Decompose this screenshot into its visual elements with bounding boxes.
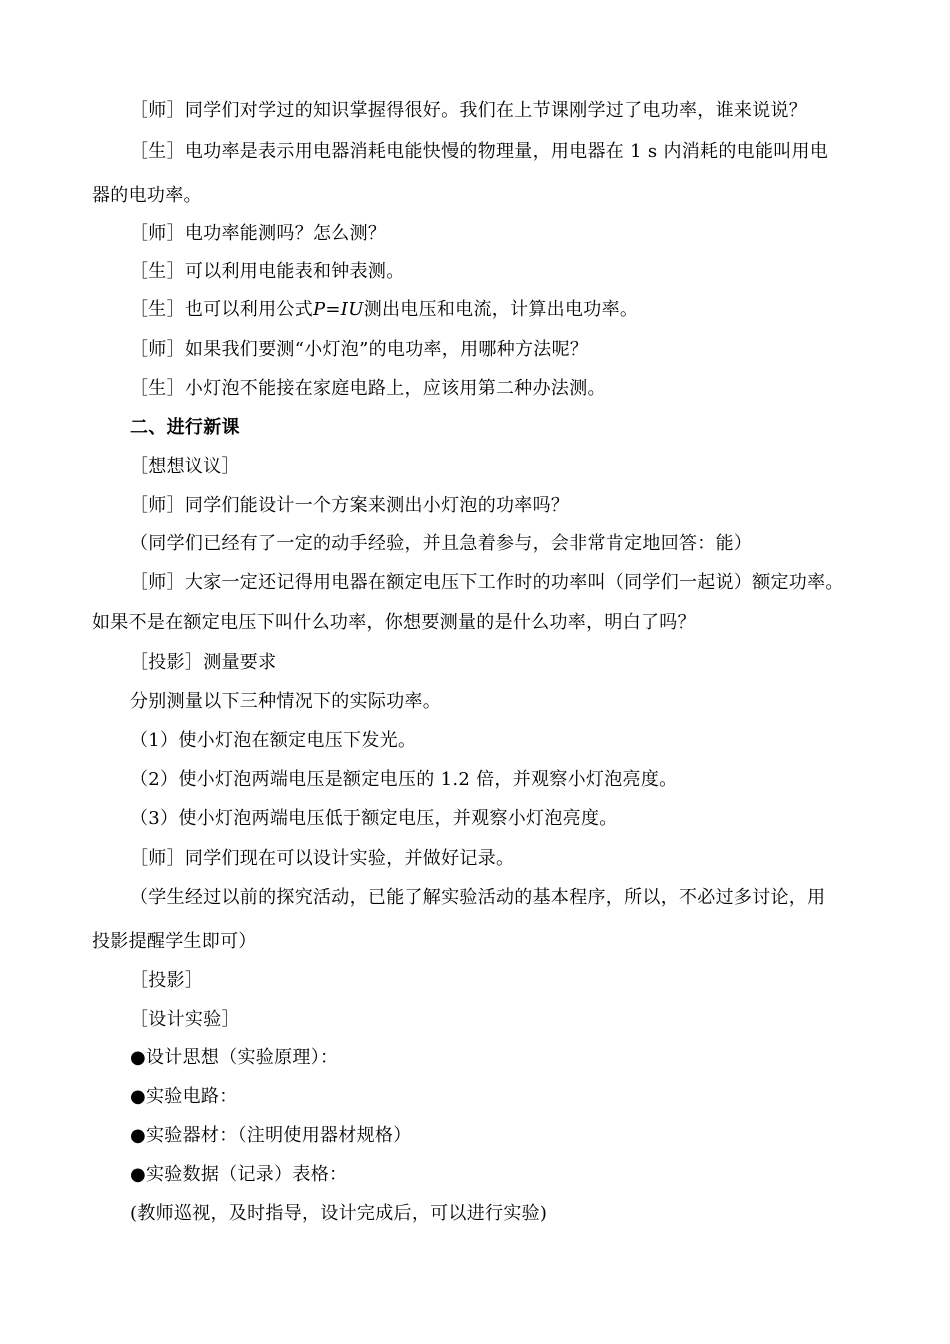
formula-lead-text: ［生］也可以利用公式 [130,299,313,320]
list-item: （1）使小灯泡在额定电压下发光。 [130,730,417,751]
bullet-item: ●设计思想（实验原理）： [130,1047,339,1068]
paragraph-line-formula [130,298,638,322]
bullet-item: ●实验器材：（注明使用器材规格） [130,1125,412,1146]
paragraph-line: （同学们已经有了一定的动手经验，并且急着参与，会非常肯定地回答：能） [130,533,753,554]
paragraph-line: 分别测量以下三种情况下的实际功率。 [130,691,442,712]
paragraph-line: （学生经过以前的探究活动，已能了解实验活动的基本程序，所以，不必过多讨论，用 [130,887,826,908]
formula-tail-text: 测出电压和电流，计算出电功率。 [363,299,639,320]
paragraph-line: ［生］小灯泡不能接在家庭电路上，应该用第二种办法测。 [130,378,606,399]
paragraph-line: ［师］同学们现在可以设计实验，并做好记录。 [130,848,515,869]
paragraph-line: ［生］电功率是表示用电器消耗电能快慢的物理量，用电器在 1 s 内消耗的电能叫用电 [130,141,829,162]
paragraph-line: ［想想议议］ [130,456,240,477]
paragraph-line: ［设计实验］ [130,1009,240,1030]
paragraph-line: 如果不是在额定电压下叫什么功率，你想要测量的是什么功率，明白了吗？ [92,612,696,633]
list-item: （3）使小灯泡两端电压低于额定电压，并观察小灯泡亮度。 [130,808,618,829]
paragraph-line: ［师］大家一定还记得用电器在额定电压下工作时的功率叫（同学们一起说）额定功率。 [130,572,844,593]
paragraph-line: (教师巡视，及时指导，设计完成后，可以进行实验) [130,1203,548,1224]
paragraph-line: ［师］同学们对学过的知识掌握得很好。我们在上节课刚学过了电功率，谁来说说？ [130,100,808,121]
paragraph-line: 投影提醒学生即可） [92,931,257,952]
bullet-item: ●实验数据（记录）表格： [130,1164,348,1185]
paragraph-line: ［师］同学们能设计一个方案来测出小灯泡的功率吗？ [130,495,570,516]
list-item: （2）使小灯泡两端电压是额定电压的 1.2 倍，并观察小灯泡亮度。 [130,769,678,790]
bullet-item: ●实验电路： [130,1086,238,1107]
paragraph-line: ［师］如果我们要测“小灯泡”的电功率，用哪种方法呢？ [130,339,589,360]
formula-p-equals-iu: P=IU [313,299,364,320]
paragraph-line: ［投影］ [130,970,204,991]
section-heading: 二、进行新课 [130,417,240,438]
paragraph-line: ［师］电功率能测吗？怎么测？ [130,223,387,244]
paragraph-line: ［投影］测量要求 [130,652,277,673]
paragraph-line: ［生］可以利用电能表和钟表测。 [130,261,405,282]
paragraph-line: 器的电功率。 [92,185,202,206]
